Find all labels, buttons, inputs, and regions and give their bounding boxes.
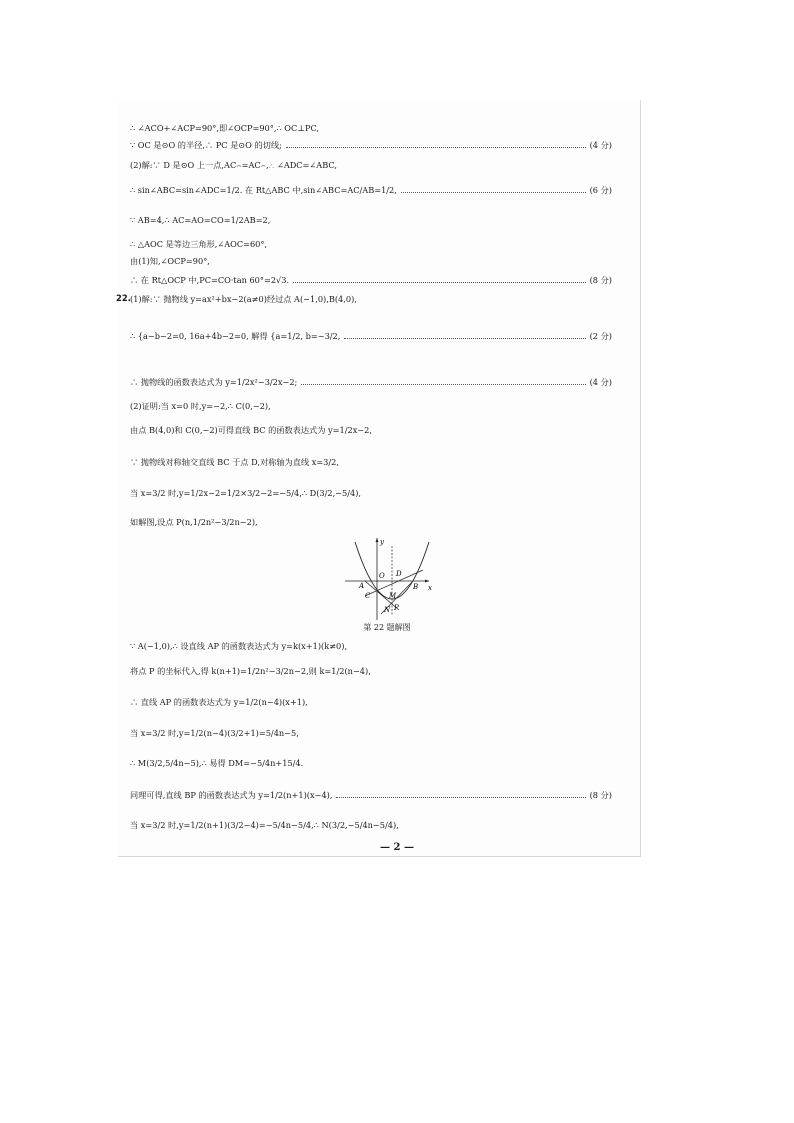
figure-caption: 第 22 题解图	[363, 623, 411, 632]
solution-line	[130, 376, 612, 388]
line-text: (2)解:∵ D 是⊙O 上一点,AC⌢=AC⌢,∴ ∠ADC=∠ABC,	[130, 160, 337, 170]
solution-line	[130, 640, 612, 652]
score-mark: (6 分)	[589, 185, 612, 195]
label-a: A	[359, 582, 365, 590]
solution-line	[130, 184, 612, 196]
score-mark: (8 分)	[589, 790, 612, 800]
solution-line	[130, 789, 612, 801]
label-o: O	[379, 572, 385, 580]
line-text: 由(1)知,∠OCP=90°,	[130, 256, 210, 266]
line-text: ∵ OC 是⊙O 的半径,∴ PC 是⊙O 的切线;	[130, 140, 282, 150]
dot-leader	[301, 384, 585, 385]
score-mark: (8 分)	[589, 275, 612, 285]
line-text: ∴ 抛物线的函数表达式为 y=1/2x²−3/2x−2;	[130, 377, 298, 387]
line-text: 由点 B(4,0)和 C(0,−2)可得直线 BC 的函数表达式为 y=1/2x−2,	[130, 425, 372, 435]
label-y: y	[380, 538, 384, 546]
solution-line	[130, 424, 612, 436]
score-mark: (4 分)	[589, 377, 612, 387]
dot-leader	[401, 192, 586, 193]
x-arrow	[425, 580, 429, 583]
label-m: M	[389, 592, 397, 600]
line-text: ∴ ∠ACO+∠ACP=90°,即∠OCP=90°,∴ OC⊥PC,	[130, 123, 320, 133]
line-text: ∴ △AOC 是等边三角形,∠AOC=60°,	[130, 239, 268, 249]
solution-line	[130, 139, 612, 151]
solution-line	[130, 819, 612, 831]
solution-line	[130, 696, 612, 708]
solution-line	[130, 238, 612, 250]
line-text: 同理可得,直线 BP 的函数表达式为 y=1/2(n+1)(x−4),	[130, 790, 333, 800]
score-mark: (4 分)	[589, 140, 612, 150]
solution-line	[130, 330, 612, 342]
solution-line	[130, 727, 612, 739]
solution-line	[130, 400, 612, 412]
dot-leader	[286, 147, 586, 148]
line-text: 如解图,设点 P(n,1/2n²−3/2n−2),	[130, 517, 258, 527]
solution-line	[130, 516, 612, 528]
line-text: ∴ {a−b−2=0, 16a+4b−2=0, 解得 {a=1/2, b=−3/2,	[130, 331, 341, 341]
line-text: ∵ 抛物线对称轴交直线 BC 于点 D,对称轴为直线 x=3/2,	[130, 457, 339, 467]
label-b: B	[413, 583, 419, 591]
solution-line	[130, 122, 612, 134]
line-text: (2)证明:当 x=0 时,y=−2,∴ C(0,−2),	[130, 401, 271, 411]
dot-leader	[336, 797, 585, 798]
solution-line	[130, 757, 612, 769]
label-x: x	[428, 584, 432, 592]
parabola-figure	[343, 536, 433, 620]
score-mark: (2 分)	[589, 331, 612, 341]
solution-line	[130, 159, 612, 171]
label-n: N	[384, 606, 391, 614]
line-text: ∴ 在 Rt△OCP 中,PC=CO·tan 60°=2√3.	[130, 275, 290, 285]
solution-line	[130, 214, 612, 226]
solution-line	[130, 487, 612, 499]
solution-line	[130, 255, 612, 267]
label-d: D	[396, 570, 402, 578]
line-text: ∴ sin∠ABC=sin∠ADC=1/2. 在 Rt△ABC 中,sin∠ABC=AC/AB=1/2,	[130, 185, 397, 195]
solution-line	[130, 665, 612, 677]
question-number: 22.	[116, 293, 131, 303]
dot-leader	[293, 282, 586, 283]
solution-line	[130, 293, 612, 305]
y-arrow	[376, 538, 379, 542]
dot-leader	[344, 338, 585, 339]
label-c: C	[365, 592, 371, 600]
line-text: 当 x=3/2 时,y=1/2x−2=1/2×3/2−2=−5/4,∴ D(3/2,−5/4),	[130, 488, 362, 498]
line-text: ∵ AB=4,∴ AC=AO=CO=1/2AB=2,	[130, 215, 271, 225]
line-text: 将点 P 的坐标代入,得 k(n+1)=1/2n²−3/2n−2,则 k=1/2(n−4),	[130, 666, 371, 676]
line-text: (1)解:∵ 抛物线 y=ax²+bx−2(a≠0)经过点 A(−1,0),B(4,0),	[130, 294, 357, 304]
line-text: ∴ 直线 AP 的函数表达式为 y=1/2(n−4)(x+1),	[130, 697, 308, 707]
line-text: ∵ A(−1,0),∴ 设直线 AP 的函数表达式为 y=k(x+1)(k≠0),	[130, 641, 348, 651]
line-text: ∴ M(3/2,5/4n−5),∴ 易得 DM=−5/4n+15/4.	[130, 758, 304, 768]
line-text: 当 x=3/2 时,y=1/2(n+1)(3/2−4)=−5/4n−5/4,∴ N(3/2,−5/4n−5/4),	[130, 820, 399, 830]
line-text: 当 x=3/2 时,y=1/2(n−4)(3/2+1)=5/4n−5,	[130, 728, 299, 738]
page-number: — 2 —	[380, 842, 414, 853]
solution-line	[130, 274, 612, 286]
label-p: P	[394, 604, 399, 612]
solution-line	[130, 456, 612, 468]
